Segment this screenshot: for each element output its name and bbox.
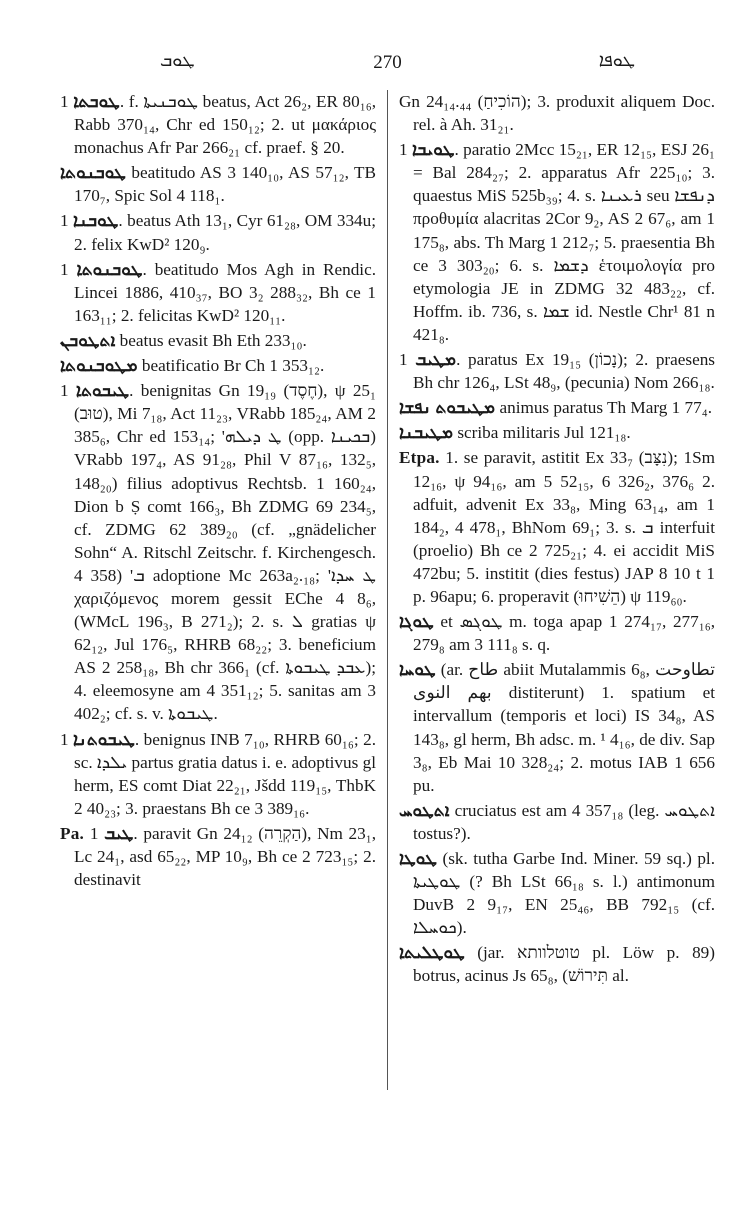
- page-number: 270: [373, 52, 402, 73]
- entry-headword: ܡܛܘܒܢܘܬܐ: [60, 356, 138, 376]
- entry-text: (sk. tutha Garbe Ind. Miner. 59 sq.) pl. ܛܘܛܝܬܐ (? Bh LSt 66₁₈ s. l.) antimonum DuvB 2 9₁₇, EN 25₄₆, BB 792₁₅ (cf. ܟܘܚܠܐ).: [413, 849, 716, 938]
- entry-headword: ܡܛܝܒܘܬ ܢܦܫܐ: [399, 398, 496, 418]
- dictionary-entry: [399, 138, 715, 346]
- entry-headword: ܛܝܒܘܬܢܐ: [73, 729, 135, 749]
- entry-text: 1. paravit Gn 24₁₂ (הַקְרֵה), Nm 23₁, Lc 24₁, asd 65₂₂, MP 10₉, Bh ce 2 723₁₅; 2. destinavit: [74, 823, 377, 890]
- dictionary-entry: [60, 329, 376, 352]
- page-header: [60, 42, 715, 82]
- left-column: [60, 90, 387, 1192]
- right-column: [388, 90, 715, 1192]
- dictionary-entry: [60, 728, 376, 820]
- columns: [60, 90, 715, 1192]
- entry-headword: ܛܘܚܐ: [399, 660, 436, 680]
- dictionary-entry: [399, 90, 715, 136]
- entry-text: animus paratus Th Marg 1 77₄.: [499, 398, 713, 418]
- dictionary-entry: [399, 396, 715, 419]
- entry-text: 1. beatus Ath 13₁, Cyr 61₂₈, OM 334u; 2. felix KwD² 120₉.: [60, 211, 377, 254]
- dictionary-entry: [60, 161, 376, 207]
- entry-headword: ܐܬܛܘܚ: [399, 800, 450, 820]
- entry-headword: ܐܬܛܘܒܢ: [60, 330, 116, 350]
- entry-headword: Etpa.: [399, 448, 440, 468]
- dictionary-entry: [60, 258, 376, 327]
- entry-headword: ܡܛܝܒ: [415, 350, 457, 370]
- entry-headword: Pa. ܛܝܒ: [60, 823, 134, 843]
- entry-headword: ܛܘܝܒܐ: [411, 140, 455, 160]
- entry-headword: ܛܘܒܢܘܬܐ: [76, 259, 143, 279]
- entry-text: beatificatio Br Ch 1 353₁₂.: [141, 356, 325, 376]
- dictionary-entry: [399, 421, 715, 444]
- dictionary-entry: [399, 610, 715, 656]
- entry-text: beatitudo AS 3 140₁₀, AS 57₁₂, TB 170₇, Spic Sol 4 118₁.: [74, 163, 377, 206]
- entry-headword: ܡܛܝܒܢܐ: [399, 423, 454, 443]
- entry-headword: ܛܘܛܐ: [399, 849, 438, 868]
- dictionary-entry: [60, 90, 376, 159]
- dictionary-entry: [399, 446, 715, 608]
- entry-headword: ܛܘܒܢܐ: [73, 211, 119, 231]
- dictionary-entry: [60, 822, 376, 891]
- entry-text: (jar. טוטלוותא pl. Löw p. 89) botrus, acinus Js 65₈, (תִּירוֹשׁ al.: [413, 943, 715, 986]
- entry-text: 1. f. ܛܘܒܢܝܬܐ beatus, Act 26₂, ER 80₁₆, Rabb 370₁₄, Chr ed 150₁₂; 2. ut μακάριος monachus Afr Par 266₂₁ cf. praef. § 20.: [60, 92, 377, 158]
- dictionary-entry: [399, 799, 715, 845]
- dictionary-page: [60, 42, 715, 1192]
- entry-text: 1. beatitudo Mos Agh in Rendic. Lincei 1886, 410₃₇, BO 3₂ 288₃₂, Bh ce 1 163₁₁; 2. felicitas KwD² 120₁₁.: [60, 259, 377, 325]
- dictionary-entry: [60, 354, 376, 377]
- entry-text: et ܛܘܓܣ m. toga apap 1 274₁₇, 277₁₆, 279₈ am 3 111₈ s. q.: [413, 612, 716, 655]
- entry-headword: ܛܘܒܢܘܬܐ: [60, 163, 126, 183]
- entry-text: 1. paratus Ex 19₁₅ (נָכוֹן); 2. praesens Bh chr 126₄, LSt 48₉, (pecunia) Nom 266₁₈.: [399, 350, 716, 393]
- entry-text: beatus evasit Bh Eth 233₁₀.: [119, 330, 307, 350]
- entry-text: scriba militaris Jul 121₁₈.: [457, 423, 631, 443]
- dictionary-entry: [399, 941, 715, 987]
- entry-text: 1. se paravit, astitit Ex 33₇ (נִצָּב); 1Sm 12₁₆, ψ 94₁₆, am 5 52₁₅, 6 326₂, 376₆ 2. adfuit, advenit Ex 33₈, Ming 63₁₄, am 1 184₂, 4 478₁, BhNom 69₁; 3. s. ܒ interfuit (proelio) Bh ce 2 725₂₁; 4. ei accidit MiS 472bu; 5. institit (dies festus) JAP 8 10 t 1 p. 96apu; 6. properavit (הֵשִׁיחוּ) ψ 119₆₀.: [413, 448, 716, 606]
- entry-text: 1. paratio 2Mcc 15₂₁, ER 12₁₅, ESJ 26₁ = Bal 284₂₇; 2. apparatus Afr 225₁₀; 3. quaestus MiS 525b₃₉; 4. s. ܪܥܝܢܐ seu ܕܢܦܫܐ προθυμία alacritas 2Cor 9₂, AS 2 67₆, am 1 175₈, abs. Th Marg 1 212₇; 5. praesentia Bh ce 3 303₂₀; 6. s. ܕܫܡܐ ἑτοιμολογία pro etymologia JE in ZDMG 32 483₂₂, cf. Hoffm. ib. 736, s. ܫܡܐ id. Nestle Chr¹ 81 n 421₈.: [399, 140, 716, 344]
- entry-headword: ܛܘܓܐ: [399, 612, 434, 632]
- entry-text: cruciatus est am 4 357₁₈ (leg. ܐܬܛܘܚ tostus?).: [413, 800, 715, 843]
- header-left-word: ܛܘܒ: [160, 50, 195, 71]
- entry-headword: ܛܘܒܬܐ: [73, 92, 120, 111]
- dictionary-entry: [399, 658, 715, 797]
- entry-text: Gn 24₁₄.₄₄ (הוֹכִיחַ); 3. produxit aliquem Doc. rel. à Ah. 31₂₁.: [399, 92, 716, 135]
- header-right-word: ܛܘܦܐ: [598, 50, 635, 71]
- entry-headword: ܛܝܒܘܬܐ: [75, 381, 130, 401]
- entry-text: (ar. طاح abiit Mutalammis 6₈, تطاوحت بهم النوى distiterunt) 1. spatium et intervallum (temporis et loci) IS 34₈, AS 143₈, gl herm, Bh adsc. m. ¹ 4₁₆, de div. Sap 3₈, Eb Mai 10 328₂₄; 2. motus IAB 1 656 pu.: [413, 660, 715, 795]
- dictionary-entry: [60, 379, 376, 725]
- entry-text: 1. benignitas Gn 19₁₉ (חֶסֶד), ψ 25₁ (טוּב), Mi 7₁₈, Act 11₂₃, VRabb 185₂₄, AM 2 385₆, Chr ed 153₁₄; 'ܛ ܕܝܠܗ (opp. ܒܟܝܢܐ) VRabb 197₄, AS 91₂₈, Phil V 87₁₆, 132₅, 148₂₀) filius adoptivus Rechtsb. 1 160₂₄, Dion b Ṣ comt 166₃, Bh ZDMG 69 234₅, cf. ZDMG 62 389₂₀ (cf. „gnädelicher Sohn“ A. Ritschl Zeitschr. f. Kirchengesch. 4 358) 'ܒ adoptione Mc 263a₂.₁₈; 'ܛ ܚܕܐ χαριζόμενος morem gessit EChe 4 8₆, (WMcL 196₃, B 271₂); 2. s. ܠ gratias ψ 62₁₂, Jul 176₅, RHRB 68₂₂; 3. beneficium AS 2 258₁₈, Bh chr 366₁ (cf. ܥܒܕ ܛܝܒܘܬܐ); 4. eleemosyne am 4 351₁₂; 5. sanitas am 3 402₂; cf. s. v. ܛܝܒܘܬܐ.: [60, 381, 376, 724]
- dictionary-entry: [399, 348, 715, 394]
- dictionary-entry: [60, 209, 376, 255]
- entry-text: 1. benignus INB 7₁₀, RHRB 60₁₆; 2. sc. ܝܠܕܐ partus gratia datus i. e. adoptivus gl herm, ES comt Diat 22₂₁, Jšdd 119₁₅, ThbK 2 40₂₃; 3. praestans Bh ce 3 389₁₆.: [60, 729, 376, 818]
- entry-headword: ܛܘܛܠܝܬܐ: [399, 943, 465, 963]
- dictionary-entry: [399, 847, 715, 939]
